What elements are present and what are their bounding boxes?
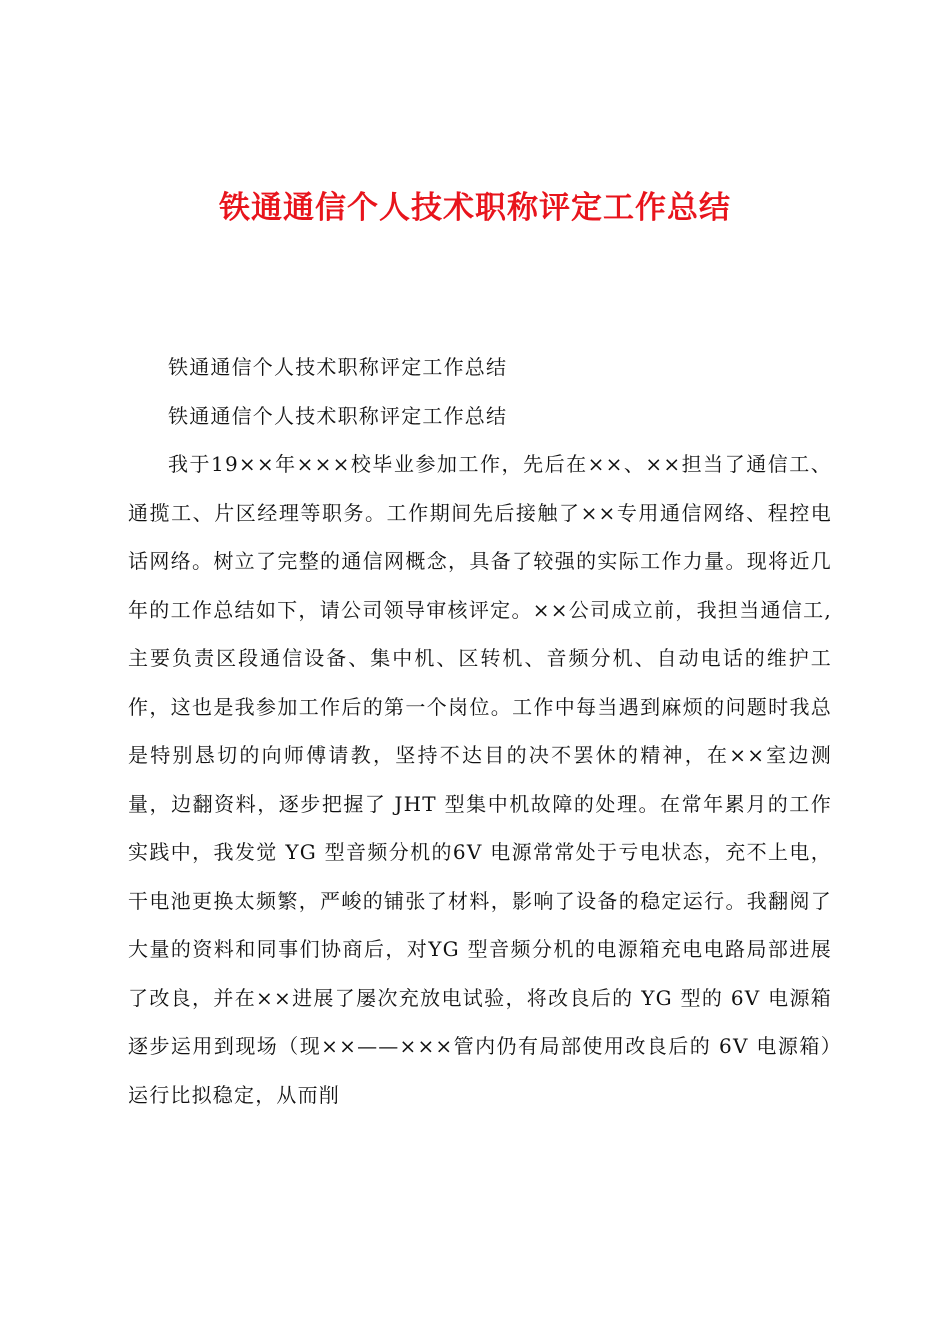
document-body	[128, 343, 832, 1119]
document-title: 铁通通信个人技术职称评定工作总结	[219, 190, 731, 226]
subtitle-line-1: 铁通通信个人技术职称评定工作总结	[168, 355, 508, 379]
subtitle-line-2: 铁通通信个人技术职称评定工作总结	[168, 403, 508, 428]
body-paragraph: 我于19××年×××校毕业参加工作，先后在××、××担当了通信工、通揽工、片区经理等职务。工作期间先后接触了××专用通信网络、程控电话网络。树立了完整的通信网概念，具备了较强的实际工作力量。现将近几年的工作总结如下，请公司领导审核评定。××公司成立前，我担当通信工,主要负责区段通信设备、集中机、区转机、音频分机、自动电话的维护工作，这也是我参加工作后的第一个岗位。工作中每当遇到麻烦的问题时我总是特别恳切的向师傅请教，坚持不达目的决不罢休的精神，在××室边测量，边翻资料，逐步把握了 JHT 型集中机故障的处理。在常年累月的工作实践中，我发觉 YG 型音频分机的6V 电源常常处于亏电状态，充不上电，干电池更换太频繁，严峻的铺张了材料，影响了设备的稳定运行。我翻阅了大量的资料和同事们协商后，对YG 型音频分机的电源箱充电电路局部进展了改良，并在××进展了屡次充放电试验，将改良后的 YG 型的 6V 电源箱逐步运用到现场（现××——×××管内仍有局部使用改良后的 6V 电源箱）运行比拟稳定，从而削	[128, 452, 832, 1107]
